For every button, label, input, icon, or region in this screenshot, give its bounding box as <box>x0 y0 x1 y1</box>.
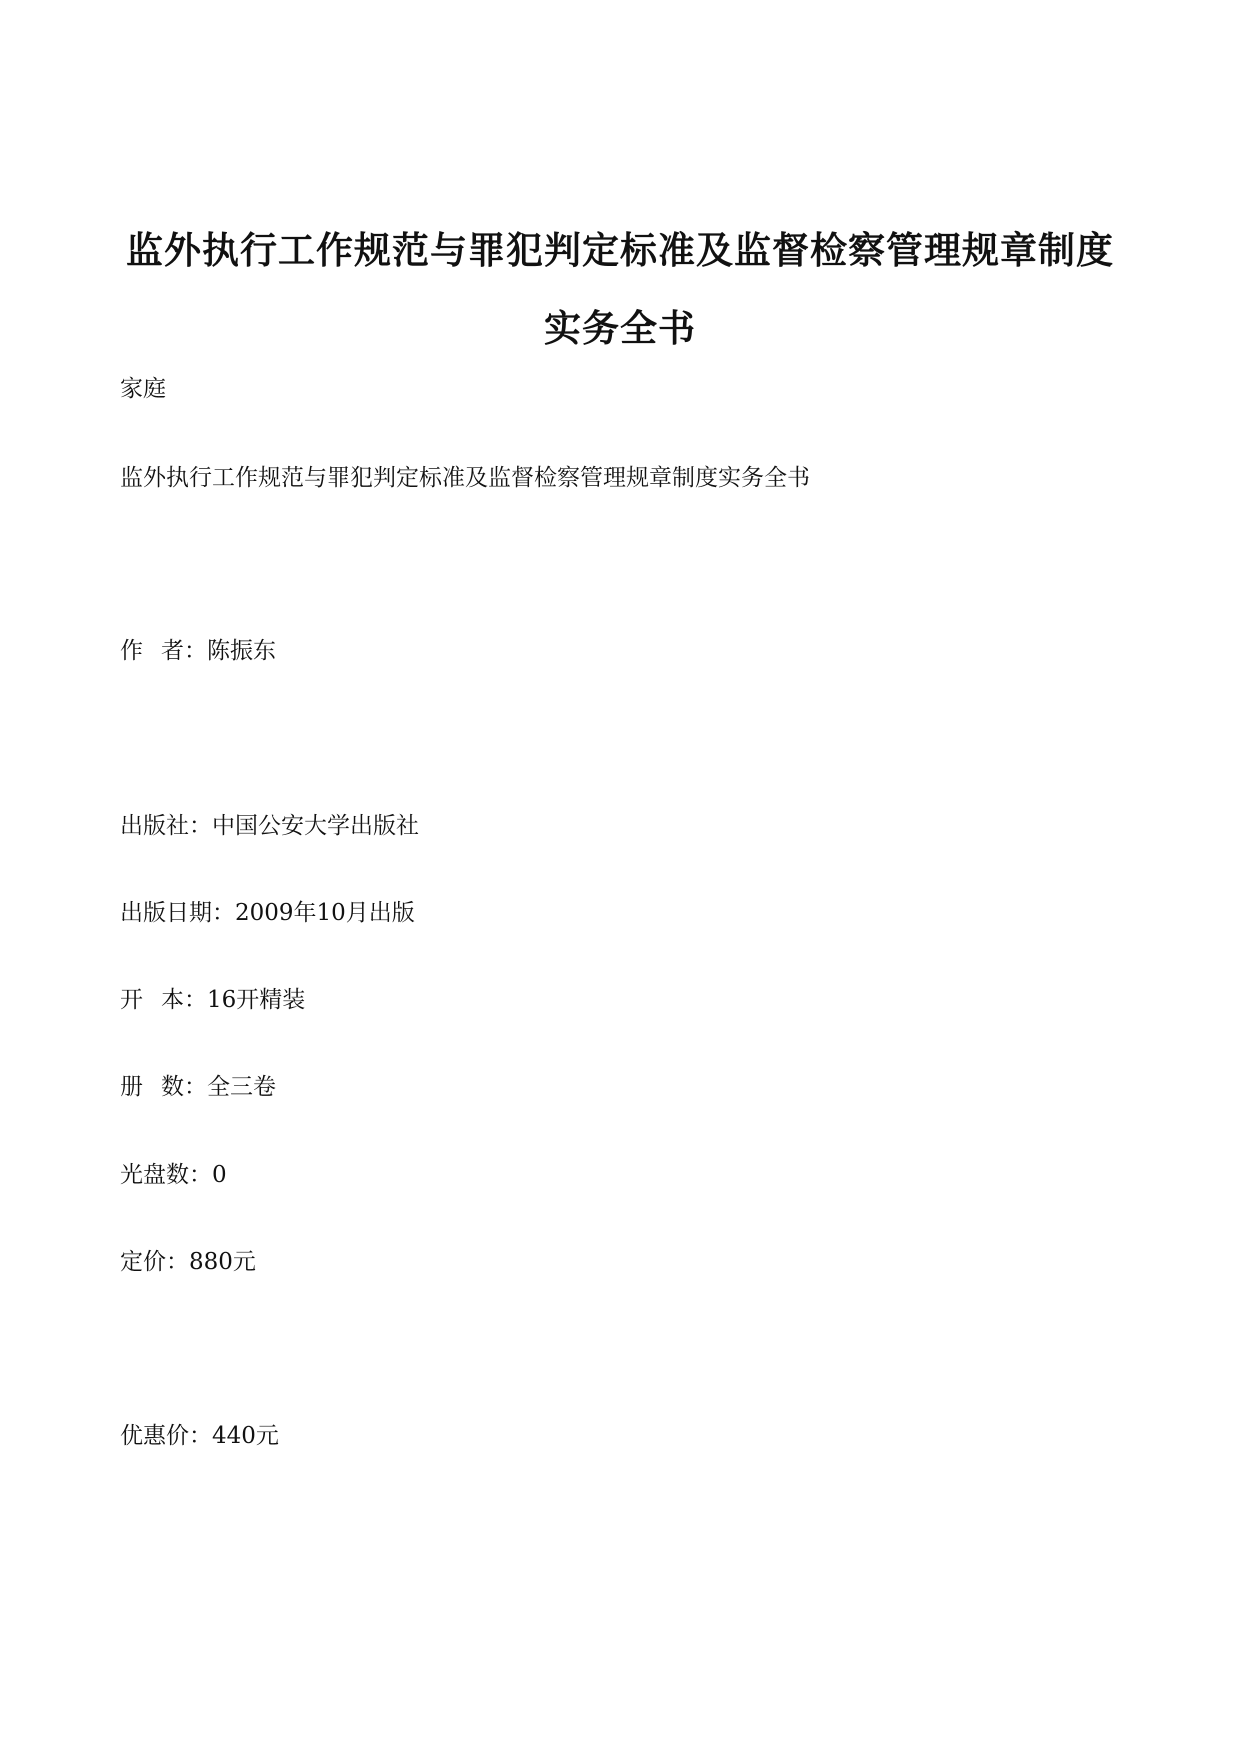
author-label-b: 者： <box>161 638 207 664</box>
volumes-label-b: 数： <box>161 1074 207 1100</box>
pub-date-value: 2009年10月出版 <box>235 900 415 926</box>
format-line <box>120 985 305 1015</box>
document-title <box>100 212 1140 368</box>
volumes-label-a: 册 <box>120 1074 143 1100</box>
discs-value: 0 <box>212 1162 227 1188</box>
format-label-b: 本： <box>161 987 207 1013</box>
author-value: 陈振东 <box>207 638 276 664</box>
discs-line <box>120 1160 227 1190</box>
format-value: 16开精装 <box>207 987 306 1013</box>
author-line <box>120 636 276 666</box>
discount-price-line <box>120 1421 279 1451</box>
author-label-a: 作 <box>120 638 143 664</box>
discount-price-label: 优惠价： <box>120 1423 212 1449</box>
price-value: 880元 <box>189 1249 256 1275</box>
title-line-2: 实务全书 <box>544 307 696 350</box>
discount-price-value: 440元 <box>212 1423 279 1449</box>
discs-label: 光盘数： <box>120 1162 212 1188</box>
book-name-text: 监外执行工作规范与罪犯判定标准及监督检察管理规章制度实务全书 <box>120 465 810 491</box>
title-line-1: 监外执行工作规范与罪犯判定标准及监督检察管理规章制度 <box>126 229 1114 272</box>
volumes-line <box>120 1072 276 1102</box>
category-text: 家庭 <box>120 376 166 402</box>
volumes-value: 全三卷 <box>207 1074 276 1100</box>
price-line <box>120 1247 256 1277</box>
price-label: 定价： <box>120 1249 189 1275</box>
publisher-value: 中国公安大学出版社 <box>212 813 419 839</box>
format-label-a: 开 <box>120 987 143 1013</box>
publisher-label: 出版社： <box>120 813 212 839</box>
pub-date-line <box>120 898 415 928</box>
pub-date-label: 出版日期： <box>120 900 235 926</box>
publisher-line <box>120 811 419 841</box>
